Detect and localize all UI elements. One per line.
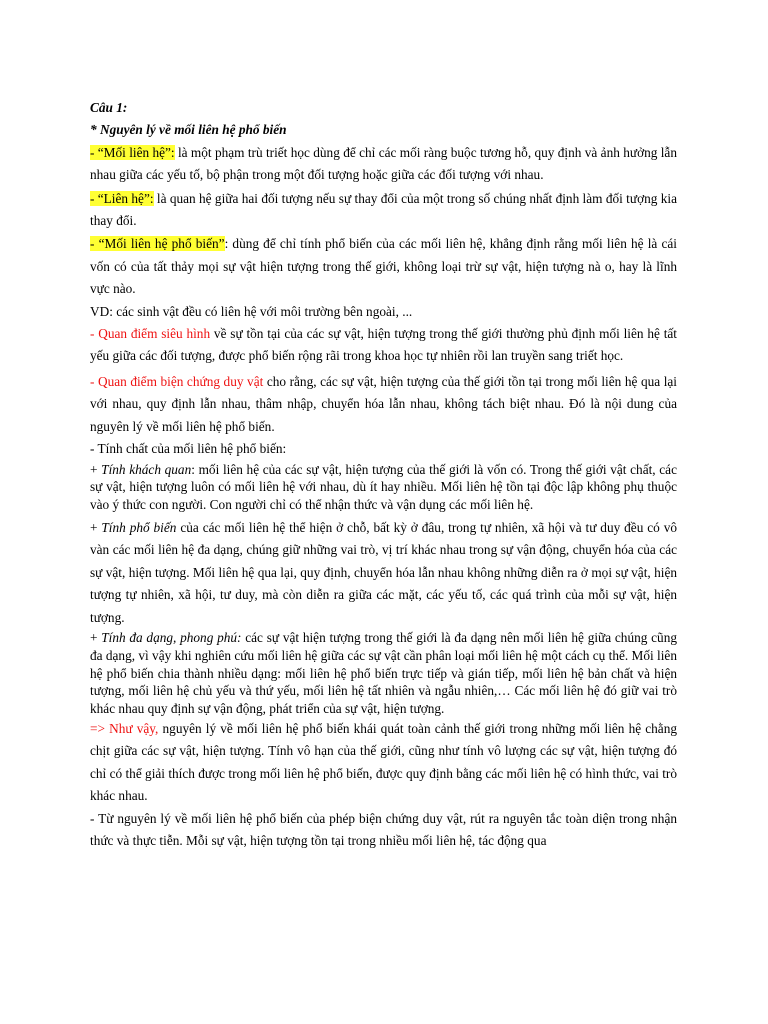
bullet-prefix: + — [90, 461, 102, 477]
term-da-dang: Tính đa dạng, phong phú: — [101, 629, 242, 645]
definition-lien-he — [90, 188, 677, 233]
question-title: Câu 1: — [90, 100, 128, 115]
term-moi-lien-he-pho-bien: - “Mối liên hệ phổ biến” — [90, 236, 225, 252]
definition-moi-lien-he — [90, 142, 677, 187]
example-paragraph: VD: các sinh vật đều có liên hệ với môi trường bên ngoài, ... — [90, 303, 413, 319]
principle-paragraph: - Từ nguyên lý về mối liên hệ phổ biến của phép biện chứng duy vật, rút ra nguyên tắc toàn diện trong nhận thức và thực tiễn. Mỗi sự vật, hiện tượng tồn tại trong nhiều mối liên hệ, tác động qua — [90, 810, 677, 848]
definition-text: : dùng để chỉ tính phổ biến của các mối liên hệ, khẳng định rằng mối liên hệ là cái vốn có của tất thảy mọi sự vật hiện tượng trong thế giới, không loại trừ sự vật, hiện tượng nà o, hay là lĩnh vực nào. — [90, 236, 677, 297]
property-text: của các mối liên hệ thể hiện ở chỗ, bất kỳ ở đâu, trong tự nhiên, xã hội và tư duy đều có vô vàn các mối liên hệ đa dạng, chúng giữ những vai trò, vị trí khác nhau trong sự vận động, chuyển hóa của các sự vật, hiện tượng. Mối liên hệ qua lại, quy định, chuyển hóa lẫn nhau không những diễn ra ở mọi sự vật, hiện tượng tự nhiên, xã hội, tư duy, mà còn diễn ra giữa các mặt, các yếu tố, các quá trình của mỗi sự vật, hiện tượng. — [90, 519, 677, 625]
term-bien-chung: - Quan điểm biện chứng duy vật — [90, 373, 264, 389]
term-khach-quan: Tính khách quan — [101, 461, 192, 477]
term-nhu-vay: => Như vậy, — [90, 720, 159, 736]
property-khach-quan — [90, 461, 677, 514]
term-sieu-hinh: - Quan điểm siêu hình — [90, 326, 211, 342]
paragraph-text: về sự tồn tại của các sự vật, hiện tượng trong thế giới thường phủ định mối liên hệ tất yếu giữa các đối tượng, được phổ biến rộng rãi trong khoa học tự nhiên rồi lan truyền sang triết học. — [90, 326, 677, 364]
conclusion-paragraph — [90, 718, 677, 808]
definition-moi-lien-he-pho-bien — [90, 233, 677, 300]
paragraph-text: cho rằng, các sự vật, hiện tượng của thế giới tồn tại trong mối liên hệ qua lại với nhau, quy định lẫn nhau, thâm nhập, chuyển hóa lẫn nhau, không tách biệt nhau. Đó là nội dung của nguyên lý về mối liên hệ phổ biến. — [90, 373, 677, 434]
document-page — [90, 97, 677, 852]
bullet-prefix: + — [90, 519, 102, 535]
paragraph-text: nguyên lý về mối liên hệ phổ biến khái quát toàn cảnh thế giới trong những mối liên hệ chằng chịt giữa các sự vật, hiện tượng. Tính vô hạn của thế giới, cũng như tính vô lượng các sự vật, hiện tượng đó chỉ có thể giải thích được trong mối liên hệ phổ biến, được quy định bằng các mối liên hệ có hình thức, vai trò khác nhau. — [90, 720, 678, 804]
property-da-dang — [90, 629, 677, 718]
paragraph-sieu-hinh — [90, 323, 677, 368]
property-pho-bien — [90, 517, 677, 629]
term-pho-bien: Tính phổ biến — [101, 519, 177, 535]
definition-text: là quan hệ giữa hai đối tượng nếu sự thay đổi của một trong số chúng nhất định làm đối tượng kia thay đổi. — [90, 190, 678, 229]
bullet-prefix: + — [90, 629, 102, 645]
term-lien-he: - “Liên hệ”: — [90, 190, 154, 206]
properties-intro: - Tính chất của mối liên hệ phổ biến: — [90, 441, 287, 457]
property-text: các sự vật hiện tượng trong thế giới là đa dạng nên mối liên hệ giữa chúng cũng đa dạng, vì vậy khi nghiên cứu mối liên hệ giữa các sự vật cần phân loại mối liên hệ một cách cụ thể. Mối liên hệ phổ biến chia thành nhiều dạng: mối liên hệ phổ biến trực tiếp và gián tiếp, mối liên hệ bản chất và hiện tượng, mối liên hệ chủ yếu và thứ yếu, mối liên hệ tất nhiên và ngẫu nhiên,… Các mối liên hệ đó giữ vai trò khác nhau quy định sự vận động, phát triển của sự vật, hiện tượng. — [90, 629, 677, 717]
term-moi-lien-he: - “Mối liên hệ”: — [90, 144, 175, 160]
definition-text: là một phạm trù triết học dùng để chỉ các mối ràng buộc tương hỗ, quy định và ảnh hưởng lẫn nhau giữa các yếu tố, bộ phận trong một đối tượng hoặc giữa các đối tượng với nhau. — [90, 144, 677, 183]
property-text: : mối liên hệ của các sự vật, hiện tượng của thế giới là vốn có. Trong thế giới vật chất, các sự vật, hiện tượng luôn có mối liên hệ với nhau, dù ít hay nhiều. Mối liên hệ tồn tại độc lập không phụ thuộc vào ý thức con người. Con người chỉ có thể nhận thức và vận dụng các mối liên hệ. — [90, 461, 677, 513]
paragraph-bien-chung — [90, 371, 677, 438]
section-title: * Nguyên lý về mối liên hệ phổ biến — [90, 122, 287, 138]
